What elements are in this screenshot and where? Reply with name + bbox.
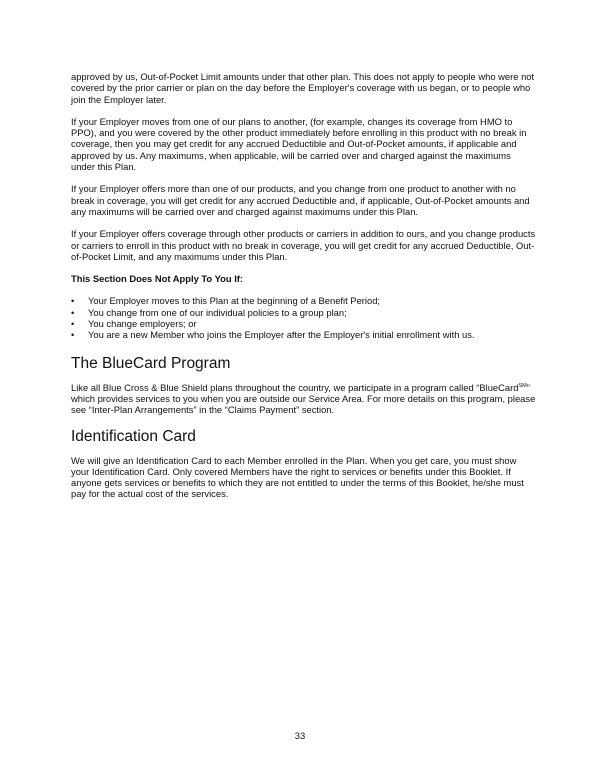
list-item-text: You change employers; or <box>88 318 197 330</box>
document-body <box>71 71 537 511</box>
paragraph-multiple-products: If your Employer offers more than one of our products, and you change from one product to another with no break in coverage, you will get credit for any accrued Deductible and, if applicable, Out-of-Pocket amounts and any maximums will be carried over and charged against maximums under this Plan. <box>71 183 530 217</box>
bullet-icon: • <box>71 295 75 307</box>
bullet-icon: • <box>71 318 75 330</box>
service-mark: SM <box>518 382 527 389</box>
list-item-text: Your Employer moves to this Plan at the beginning of a Benefit Period; <box>88 295 381 307</box>
not-apply-list <box>71 295 537 340</box>
paragraph-prior-coverage: approved by us, Out-of-Pocket Limit amounts under that other plan. This does not apply to people who were not covered by the prior carrier or plan on the day before the Employer's coverage with us began, or to people who join the Employer later. <box>71 71 535 105</box>
list-item <box>71 295 537 306</box>
section-not-apply-heading: This Section Does Not Apply To You If: <box>71 273 244 285</box>
bullet-icon: • <box>71 306 75 318</box>
bluecard-text-before-mark: Like all Blue Cross & Blue Shield plans throughout the country, we participate in a program called “BlueCard <box>71 381 519 393</box>
identification-card-section-title: Identification Card <box>71 427 196 445</box>
paragraph-other-carriers: If your Employer offers coverage through other products or carriers in addition to ours, and you change products or carriers to enroll in this product with no break in coverage, you will get credit for any accrued Deductible, Out-of-Pocket Limit, and any maximums under this Plan. <box>71 228 536 262</box>
bullet-icon: • <box>71 329 75 341</box>
identification-card-paragraph: We will give an Identification Card to each Member enrolled in the Plan. When you get care, you must show your Identification Card. Only covered Members have the right to services or benefits under this Booklet. If anyone gets services or benefits to which they are not entitled to under the terms of this Booklet, he/she must pay for the actual cost of the services. <box>71 454 524 500</box>
list-item-text: You are a new Member who joins the Employer after the Employer's initial enrollment with us. <box>88 329 475 341</box>
bluecard-section-title: The BlueCard Program <box>71 354 231 372</box>
paragraph-employer-moves-plans: If your Employer moves from one of our plans to another, (for example, changes its coverage from HMO to PPO), and you were covered by the other product immediately before enrolling in this product with no break in coverage, then you may get credit for any accrued Deductible and Out-of-Pocket amounts, if applicable and approved by us. Any maximums, when applicable, will be carried over and charged against the maximums under this Plan. <box>71 115 527 173</box>
list-item <box>71 329 537 340</box>
list-item <box>71 307 537 318</box>
list-item-text: You change from one of our individual policies to a group plan; <box>88 306 347 318</box>
page-number: 33 <box>294 730 306 741</box>
bluecard-paragraph <box>71 382 537 416</box>
bluecard-text-after-mark: ” which provides services to you when you are outside our Service Area. For more details on this program, please see “Inter-Plan Arrangements” in the “Claims Payment” section. <box>71 381 536 416</box>
list-item <box>71 318 537 329</box>
